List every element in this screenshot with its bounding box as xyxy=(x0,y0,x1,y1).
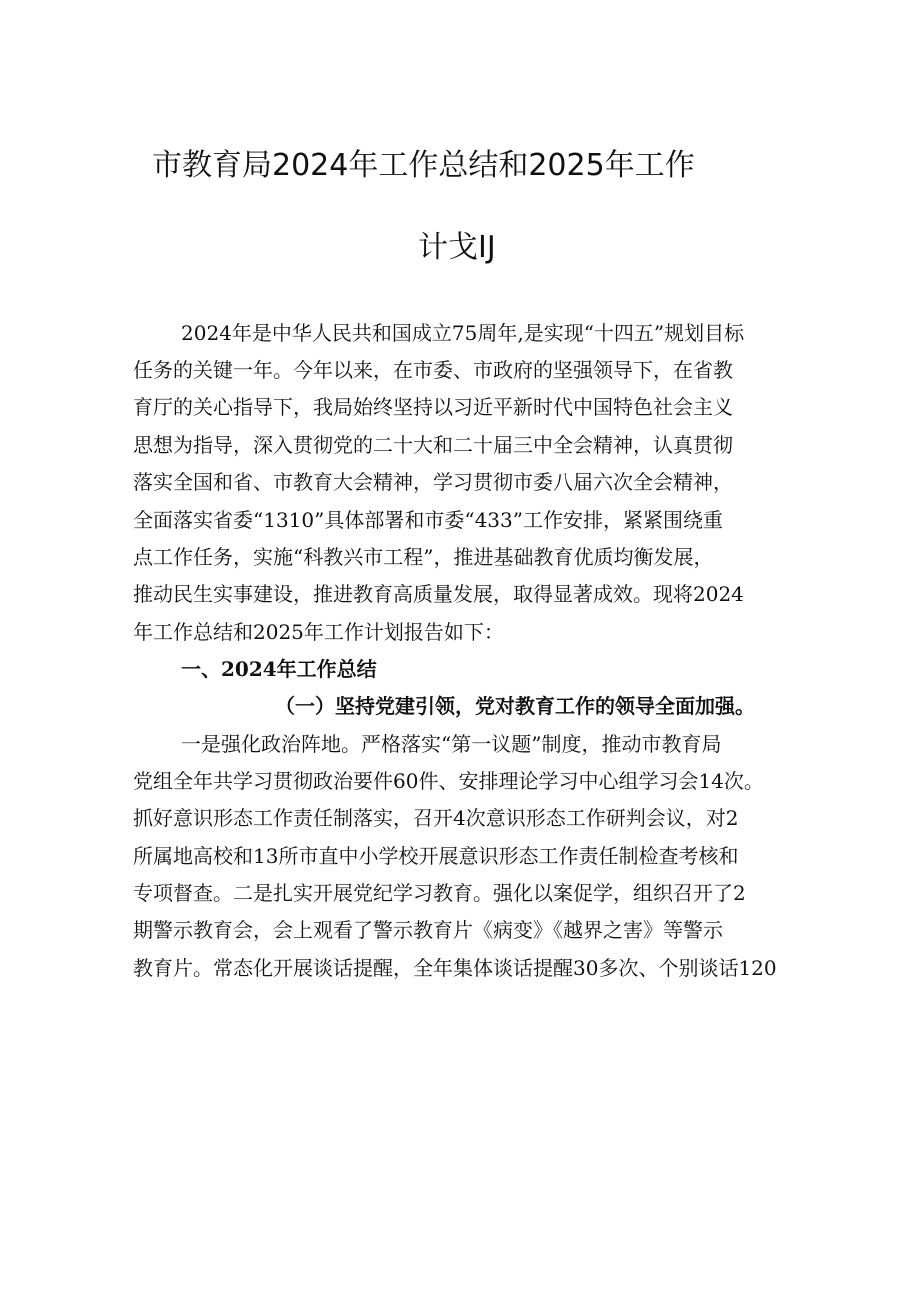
body-paragraph-line: 期警示教育会，会上观看了警示教育片《病变》《越界之害》等警示 xyxy=(133,918,723,942)
intro-paragraph-line: 2024年是中华人民共和国成立75周年,是实现“十四五”规划目标 xyxy=(181,321,745,345)
intro-paragraph-line: 点工作任务，实施“科教兴市工程”，推进基础教育优质均衡发展， xyxy=(133,545,714,569)
intro-paragraph-line: 育厅的关心指导下，我局始终坚持以习近平新时代中国特色社会主义 xyxy=(133,395,733,419)
intro-paragraph-line: 任务的关键一年。今年以来，在市委、市政府的坚强领导下，在省教 xyxy=(133,358,733,382)
document-title-line-1: 市教育局2024年工作总结和2025年工作 xyxy=(152,148,695,183)
subsection-heading: （一）坚持党建引领，党对教育工作的领导全面加强。 xyxy=(275,694,755,718)
body-paragraph-line: 教育片。常态化开展谈话提醒，全年集体谈话提醒30多次、个别谈话120 xyxy=(133,956,777,980)
body-paragraph-line: 一是强化政治阵地。严格落实“第一议题”制度，推动市教育局 xyxy=(181,732,722,756)
body-paragraph-line: 所属地高校和13所市直中小学校开展意识形态工作责任制检查考核和 xyxy=(133,844,739,868)
intro-paragraph-line: 思想为指导，深入贯彻党的二十大和二十届三中全会精神，认真贯彻 xyxy=(133,433,733,457)
intro-paragraph-line: 推动民生实事建设，推进教育高质量发展，取得显著成效。现将2024 xyxy=(133,582,744,606)
body-paragraph-line: 专项督查。二是扎实开展党纪学习教育。强化以案促学，组织召开了2 xyxy=(133,881,746,905)
intro-paragraph-line: 落实全国和省、市教育大会精神，学习贯彻市委八届六次全会精神， xyxy=(133,470,733,494)
document-title-line-2: 计戈IJ xyxy=(418,230,496,265)
intro-paragraph-line: 全面落实省委“1310”具体部署和市委“433”工作安排，紧紧围绕重 xyxy=(133,508,723,532)
body-paragraph-line: 抓好意识形态工作责任制落实，召开4次意识形态工作研判会议，对2 xyxy=(133,806,739,830)
section-heading: 一、2024年工作总结 xyxy=(181,657,377,681)
intro-paragraph-line: 年工作总结和2025年工作计划报告如下： xyxy=(133,620,504,644)
body-paragraph-line: 党组全年共学习贯彻政治要件60件、安排理论学习中心组学习会14次。 xyxy=(133,769,764,793)
